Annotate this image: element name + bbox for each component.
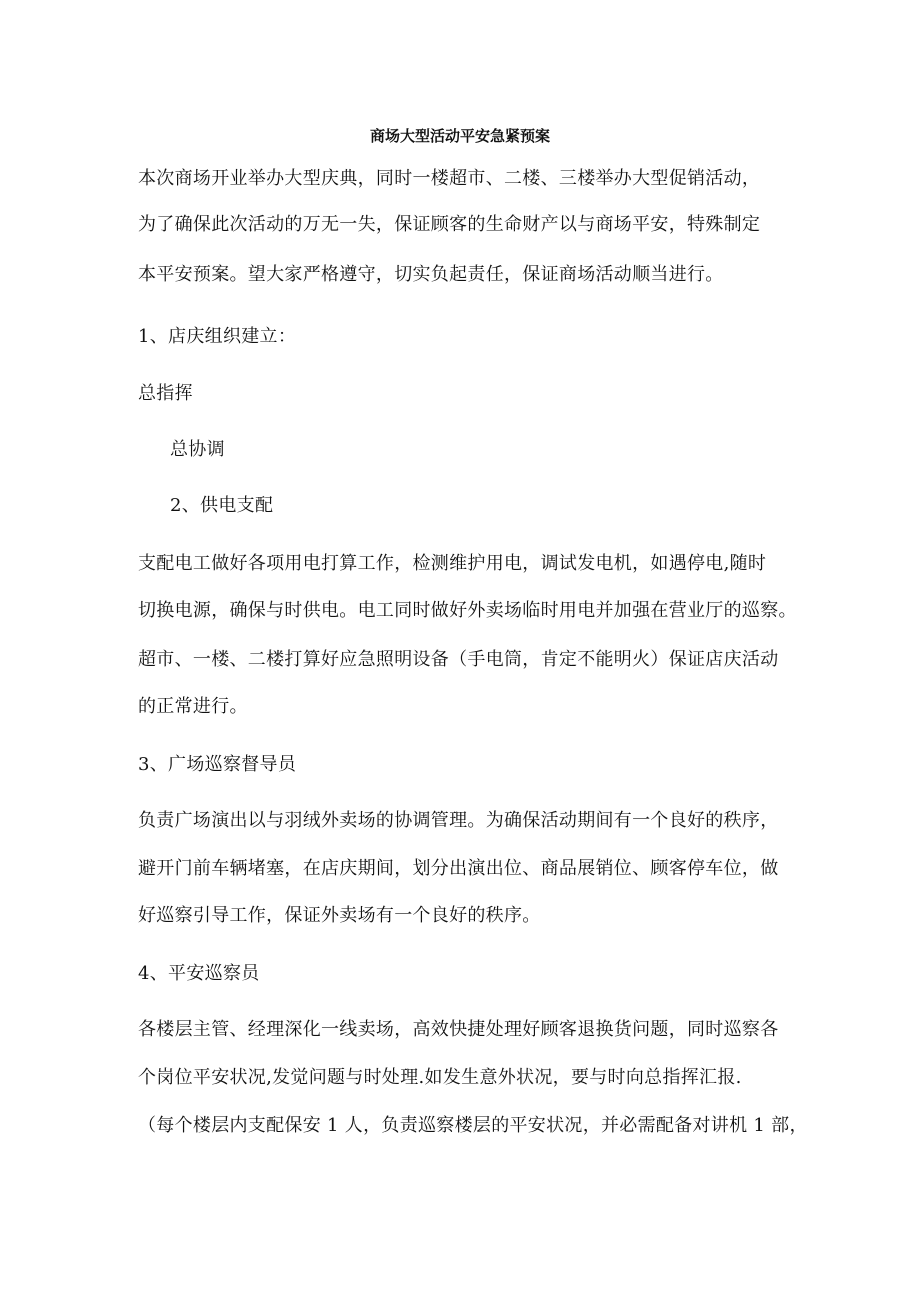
section-4-line-3: （每个楼层内支配保安 1 人，负责巡察楼层的平安状况，并必需配备对讲机 1 部， xyxy=(138,1115,808,1136)
document-title: 商场大型活动平安急紧预案 xyxy=(369,127,550,145)
section-2-heading: 2、供电支配 xyxy=(170,495,274,516)
section-2-line-4: 的正常进行。 xyxy=(138,696,248,717)
section-4-line-2: 个岗位平安状况,发觉问题与时处理.如发生意外状况，要与时向总指挥汇报. xyxy=(138,1067,742,1088)
coordinator-label: 总协调 xyxy=(170,439,225,460)
section-2-line-3: 超市、一楼、二楼打算好应急照明设备（手电筒，肯定不能明火）保证店庆活动 xyxy=(138,649,779,670)
section-2-line-2: 切换电源，确保与时供电。电工同时做好外卖场临时用电并加强在营业厅的巡察。 xyxy=(138,600,797,621)
section-4-line-1: 各楼层主管、经理深化一线卖场，高效快捷处理好顾客退换货问题，同时巡察各 xyxy=(138,1019,779,1040)
section-3-line-3: 好巡察引导工作，保证外卖场有一个良好的秩序。 xyxy=(138,905,541,926)
section-4-heading: 4、平安巡察员 xyxy=(138,963,260,984)
section-3-heading: 3、广场巡察督导员 xyxy=(138,754,297,775)
intro-line-3: 本平安预案。望大家严格遵守，切实负起责任，保证商场活动顺当进行。 xyxy=(138,264,724,285)
intro-line-2: 为了确保此次活动的万无一失，保证顾客的生命财产以与商场平安，特殊制定 xyxy=(138,214,761,235)
section-1-heading: 1、店庆组织建立： xyxy=(138,326,297,347)
section-3-line-2: 避开门前车辆堵塞，在店庆期间，划分出演出位、商品展销位、顾客停车位，做 xyxy=(138,858,779,879)
section-2-line-1: 支配电工做好各项用电打算工作，检测维护用电，调试发电机，如遇停电,随时 xyxy=(138,553,767,574)
intro-line-1: 本次商场开业举办大型庆典，同时一楼超市、二楼、三楼举办大型促销活动， xyxy=(138,168,761,189)
section-3-line-1: 负责广场演出以与羽绒外卖场的协调管理。为确保活动期间有一个良好的秩序， xyxy=(138,810,779,831)
commander-label: 总指挥 xyxy=(138,383,193,404)
